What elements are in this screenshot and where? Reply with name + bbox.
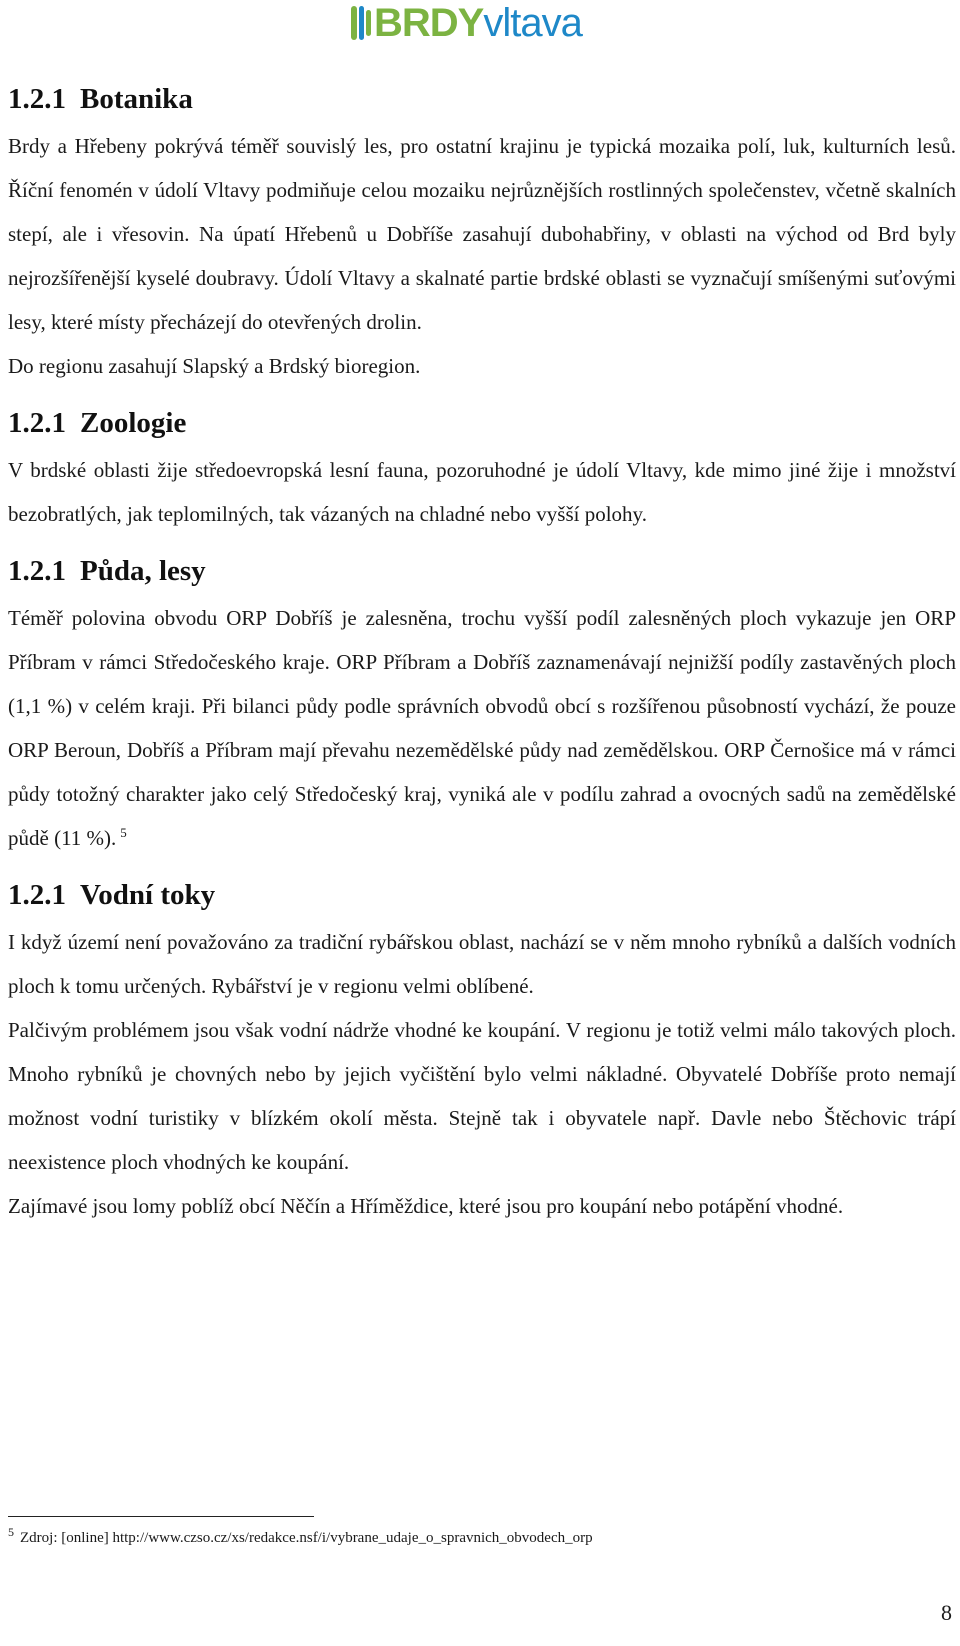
logo-vltava-text: vltava bbox=[483, 1, 582, 45]
section-number: 1.2.1 bbox=[8, 83, 66, 115]
section-heading bbox=[8, 74, 956, 124]
footnote-number: 5 bbox=[8, 1525, 14, 1539]
section-title: Půda, lesy bbox=[80, 555, 206, 587]
section-heading bbox=[8, 546, 956, 596]
logo-brdy-text: BRDY bbox=[374, 1, 484, 45]
footnote bbox=[8, 1525, 948, 1548]
section-heading bbox=[8, 398, 956, 448]
document-body bbox=[8, 74, 956, 1238]
paragraph: Brdy a Hřebeny pokrývá téměř souvislý les, pro ostatní krajinu je typická mozaika polí, luk, kulturních lesů. Říční fenomén v údolí Vltavy podmiňuje celou mozaiku nejrůznějších rostlinných společenstev, včetně skalních stepí, ale i vřesovin. Na úpatí Hřebenů u Dobříše zasahují dubohabřiny, v oblasti na východ od Brd byly nejrozšířenější kyselé doubravy. Údolí Vltavy a skalnaté partie brdské oblasti se vyznačují smíšenými suťovými lesy, které místy přecházejí do otevřených drolin. bbox=[8, 134, 956, 334]
section-vodni-toky bbox=[8, 870, 956, 1228]
footnote-text[interactable]: Zdroj: [online] http://www.czso.cz/xs/redakce.nsf/i/vybrane_udaje_o_spravnich_obvodech_orp bbox=[20, 1530, 593, 1546]
section-title: Botanika bbox=[80, 83, 193, 115]
logo-stripes-icon bbox=[350, 4, 372, 42]
paragraph: Zajímavé jsou lomy poblíž obcí Něčín a Hříměždice, které jsou pro koupání nebo potápění vhodné. bbox=[8, 1194, 844, 1218]
section-title: Vodní toky bbox=[80, 879, 216, 911]
brdy-vltava-logo bbox=[350, 2, 582, 44]
page-number: 8 bbox=[941, 1600, 952, 1625]
paragraph: I když území není považováno za tradiční rybářskou oblast, nachází se v něm mnoho rybníků a dalších vodních ploch k tomu určených. Rybářství je v regionu velmi oblíbené. bbox=[8, 930, 956, 998]
section-title: Zoologie bbox=[80, 407, 187, 439]
footnote-divider bbox=[8, 1516, 314, 1517]
section-number: 1.2.1 bbox=[8, 879, 66, 911]
paragraph: Do regionu zasahují Slapský a Brdský bioregion. bbox=[8, 354, 421, 378]
section-number: 1.2.1 bbox=[8, 407, 66, 439]
section-zoologie bbox=[8, 398, 956, 536]
paragraph bbox=[8, 596, 956, 860]
section-number: 1.2.1 bbox=[8, 555, 66, 587]
section-botanika bbox=[8, 74, 956, 388]
paragraph: V brdské oblasti žije středoevropská lesní fauna, pozoruhodné je údolí Vltavy, kde mimo jiné žije i množství bezobratlých, jak teplomilných, tak vázaných na chladné nebo vyšší polohy. bbox=[8, 458, 956, 526]
paragraph-text: Téměř polovina obvodu ORP Dobříš je zalesněna, trochu vyšší podíl zalesněných ploch vykazuje jen ORP Příbram v rámci Středočeského kraje. ORP Příbram a Dobříš zaznamenávají nejnižší podíly zastavěných ploch (1,1 %) v celém kraji. Při bilanci půdy podle správních obvodů obcí s rozšířenou působností vychází, že pouze ORP Beroun, Dobříš a Příbram mají převahu nezemědělské půdy nad zemědělskou. ORP Černošice má v rámci půdy totožný charakter jako celý Středočeský kraj, vyniká ale v podílu zahrad a ovocných sadů na zemědělské půdě (11 %). bbox=[8, 606, 956, 850]
section-puda-lesy bbox=[8, 546, 956, 860]
paragraph: Palčivým problémem jsou však vodní nádrže vhodné ke koupání. V regionu je totiž velmi málo takových ploch. Mnoho rybníků je chovných nebo by jejich vyčištění bylo velmi nákladné. Obyvatelé Dobříše proto nemají možnost vodní turistiky v blízkém okolí města. Stejně tak i obyvatele např. Davle nebo Štěchovic trápí neexistence ploch vhodných ke koupání. bbox=[8, 1018, 956, 1174]
section-heading bbox=[8, 870, 956, 920]
footnote-reference[interactable]: 5 bbox=[120, 825, 127, 840]
